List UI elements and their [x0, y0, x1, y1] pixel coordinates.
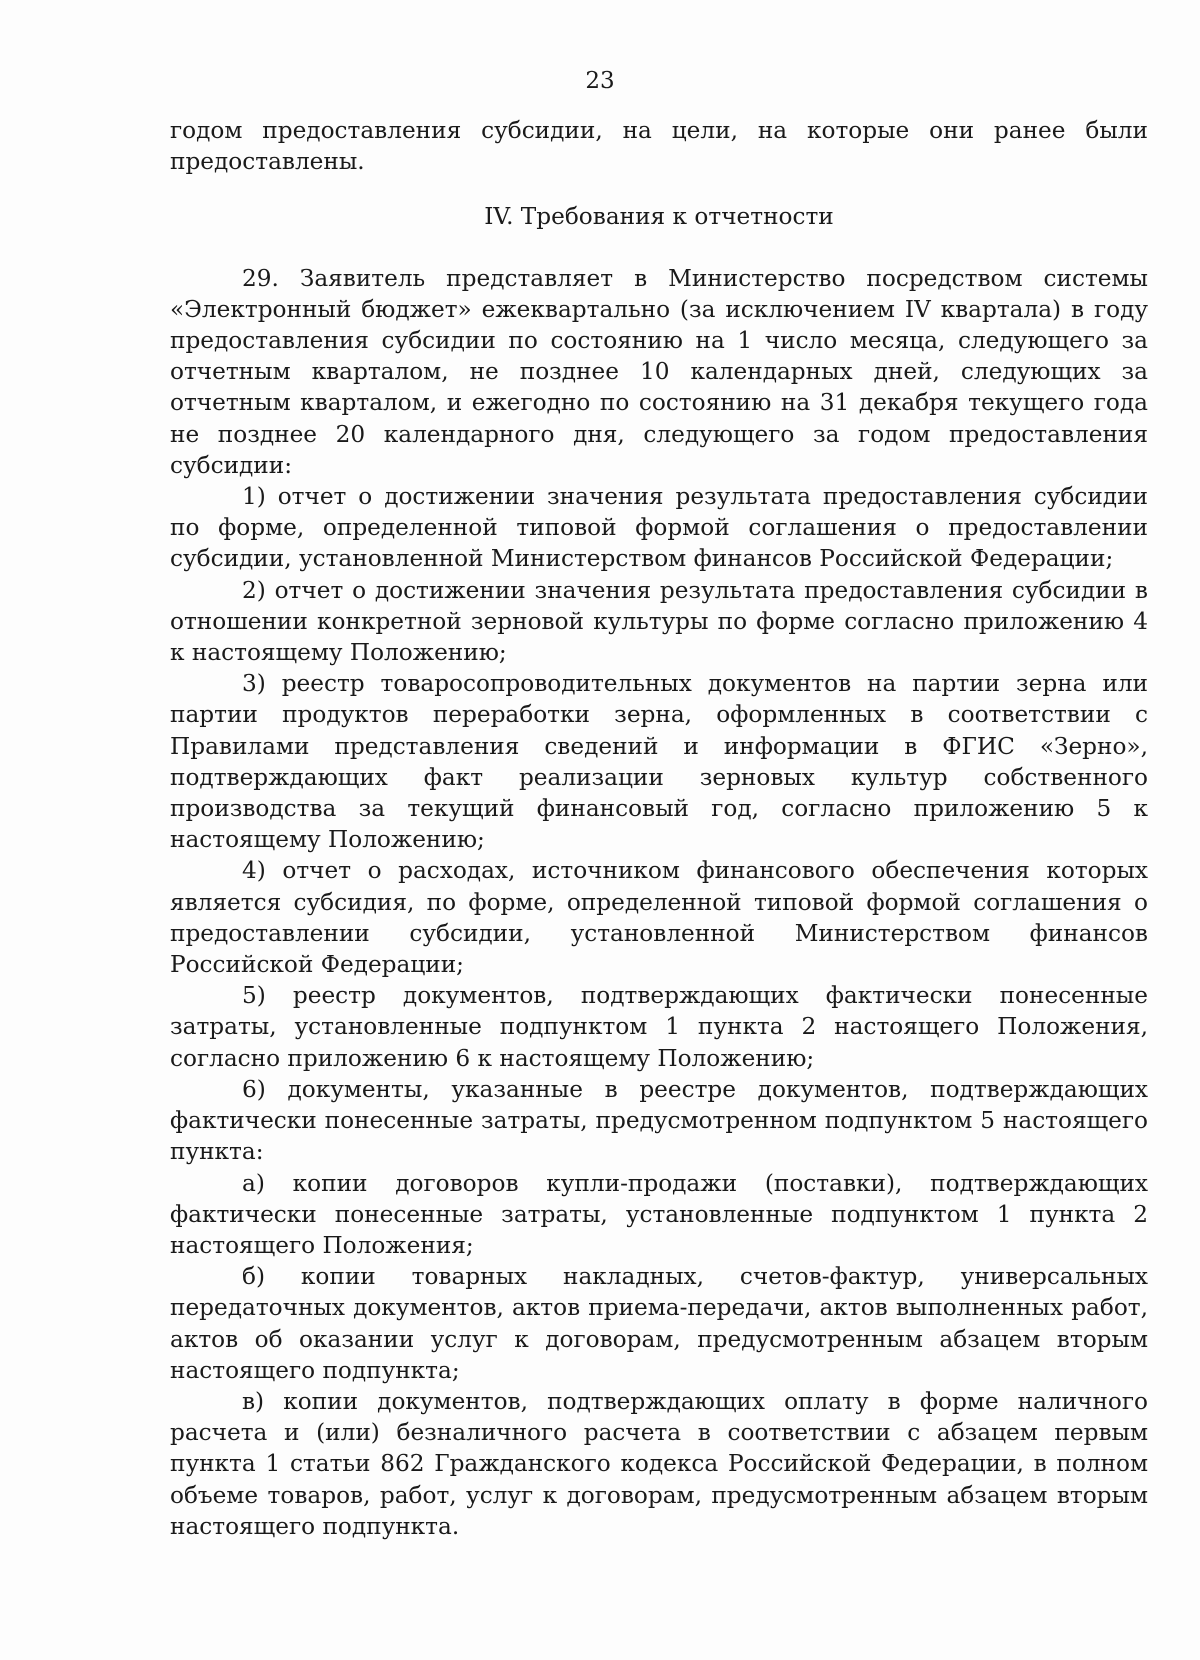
paragraph-subitem-a: а) копии договоров купли-продажи (поставки), подтверждающих фактически понесенные затраты, установленные подпунктом 1 пункта 2 настоящего Положения; [170, 1169, 1148, 1259]
paragraph-subitem-v: в) копии документов, подтверждающих оплату в форме наличного расчета и (или) безналичного расчета в соответствии с абзацем первым пункта 1 статьи 862 Гражданского кодекса Российской Федерации, в полном объеме товаров, работ, услуг к договорам, предусмотренным абзацем вторым настоящего подпункта. [170, 1387, 1148, 1540]
paragraph-subitem-b: б) копии товарных накладных, счетов-фактур, универсальных передаточных документов, актов приема-передачи, актов выполненных работ, актов об оказании услуг к договорам, предусмотренным абзацем вторым настоящего подпункта; [170, 1263, 1148, 1384]
paragraph-item-2: 2) отчет о достижении значения результата предоставления субсидии в отношении конкретной зерновой культуры по форме согласно приложению 4 к настоящему Положению; [170, 576, 1148, 667]
paragraph-item-5: 5) реестр документов, подтверждающих фактически понесенные затраты, установленные подпунктом 1 пункта 2 настоящего Положения, согласно приложению 6 к настоящему Положению; [170, 982, 1148, 1072]
page-number: 23 [585, 68, 615, 94]
document-body [170, 115, 1148, 1542]
paragraph-29: 29. Заявитель представляет в Министерство посредством системы «Электронный бюджет» ежеквартально (за исключением IV квартала) в году предоставления субсидии по состоянию на 1 число месяца, следующего за отчетным кварталом, не позднее 10 календарных дней, следующих за отчетным кварталом, и ежегодно по состоянию на 31 декабря текущего года не позднее 20 календарного дня, следующего за годом предоставления субсидии: [170, 264, 1148, 479]
paragraph-item-3: 3) реестр товаросопроводительных документов на партии зерна или партии продуктов переработки зерна, оформленных в соответствии с Правилами представления сведений и информации в ФГИС «Зерно», подтверждающих факт реализации зерновых культур собственного производства за текущий финансовый год, согласно приложению 5 к настоящему Положению; [170, 670, 1148, 854]
paragraph-item-6: 6) документы, указанные в реестре документов, подтверждающих фактически понесенные затраты, предусмотренном подпунктом 5 настоящего пункта: [170, 1075, 1148, 1166]
section-heading: IV. Требования к отчетности [484, 203, 834, 231]
paragraph-item-1: 1) отчет о достижении значения результата предоставления субсидии по форме, определенной типовой формой соглашения о предоставлении субсидии, установленной Министерством финансов Российской Федерации; [170, 483, 1148, 573]
continuation-paragraph: годом предоставления субсидии, на цели, на которые они ранее были предоставлены. [170, 117, 1148, 176]
paragraph-item-4: 4) отчет о расходах, источником финансового обеспечения которых является субсидия, по форме, определенной типовой формой соглашения о предоставлении субсидии, установленной Министерством финансов Российской Федерации; [170, 857, 1148, 979]
